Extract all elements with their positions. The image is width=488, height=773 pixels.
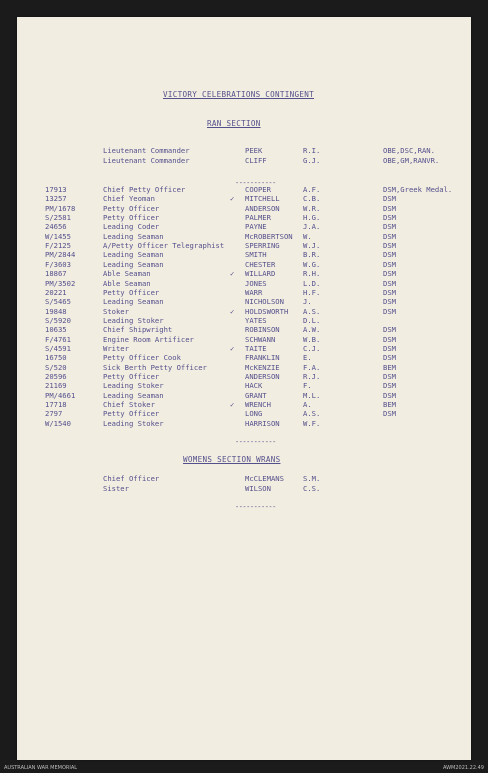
rating-initials: F. bbox=[303, 381, 312, 391]
rating-rank: A/Petty Officer Telegraphist bbox=[103, 241, 225, 251]
rating-rank: Stoker bbox=[103, 306, 129, 316]
rating-surname: SMITH bbox=[245, 250, 267, 260]
rating-initials: W.R. bbox=[303, 203, 321, 213]
wran-rank: Sister bbox=[103, 483, 129, 493]
rating-service-number: 21169 bbox=[45, 381, 67, 391]
rating-service-number: 20221 bbox=[45, 287, 67, 297]
rating-initials: J.A. bbox=[303, 222, 321, 232]
rating-service-number: 16750 bbox=[45, 353, 67, 363]
officer-surname: CLIFF bbox=[245, 155, 267, 165]
section-heading-ran: RAN SECTION bbox=[207, 119, 261, 128]
officer-initials: R.I. bbox=[303, 146, 321, 155]
rating-service-number: 10635 bbox=[45, 325, 67, 335]
rating-award: DSM bbox=[383, 325, 396, 335]
rating-rank: Chief Shipwright bbox=[103, 325, 173, 335]
rating-rank: Able Seaman bbox=[103, 278, 151, 288]
separator-2: ----------- bbox=[235, 438, 276, 446]
rating-initials: F.A. bbox=[303, 362, 321, 372]
rating-surname: COOPER bbox=[245, 185, 271, 194]
rating-award: DSM bbox=[383, 372, 396, 381]
rating-surname: McROBERTSON bbox=[245, 231, 293, 241]
rating-surname: TAITE bbox=[245, 343, 267, 353]
footer-reference: AWM2021.22.49 bbox=[442, 765, 484, 771]
rating-award: DSM bbox=[383, 287, 396, 297]
officer-rank: Lieutenant Commander bbox=[103, 155, 190, 165]
rating-surname: WARR bbox=[245, 287, 263, 297]
check-mark-icon: ✓ bbox=[230, 194, 235, 204]
rating-initials: A.S. bbox=[303, 409, 321, 419]
rating-service-number: 17913 bbox=[45, 185, 67, 194]
rating-award: DSM bbox=[383, 259, 396, 269]
rating-initials: R.J. bbox=[303, 372, 321, 381]
rating-award: DSM bbox=[383, 381, 396, 391]
rating-initials: W.J. bbox=[303, 241, 321, 251]
rating-rank: Writer bbox=[103, 343, 129, 353]
rating-service-number: S/2581 bbox=[45, 213, 71, 223]
rating-award: DSM bbox=[383, 203, 396, 213]
rating-award: DSM bbox=[383, 334, 396, 344]
rating-surname: LONG bbox=[245, 409, 263, 419]
rating-initials: A.W. bbox=[303, 325, 321, 335]
rating-initials: A. bbox=[303, 400, 312, 410]
rating-initials: W.B. bbox=[303, 334, 321, 344]
check-mark-icon: ✓ bbox=[230, 269, 235, 279]
rating-surname: SCHWANN bbox=[245, 334, 276, 344]
rating-rank: Chief Petty Officer bbox=[103, 185, 186, 194]
rating-surname: ANDERSON bbox=[245, 372, 280, 381]
separator-1: ----------- bbox=[235, 179, 276, 187]
rating-award: DSM bbox=[383, 297, 396, 307]
check-mark-icon: ✓ bbox=[230, 306, 235, 316]
rating-surname: PAYNE bbox=[245, 222, 267, 232]
rating-surname: SPERRING bbox=[245, 241, 280, 251]
rating-initials: R.H. bbox=[303, 269, 321, 279]
rating-award: DSM bbox=[383, 343, 396, 353]
rating-service-number: PM/3502 bbox=[45, 278, 76, 288]
rating-award: DSM bbox=[383, 353, 396, 363]
rating-rank: Petty Officer bbox=[103, 203, 160, 213]
rating-rank: Petty Officer bbox=[103, 213, 160, 223]
rating-award: DSM,Greek Medal. bbox=[383, 185, 453, 194]
rating-rank: Engine Room Artificer bbox=[103, 334, 194, 344]
rating-initials: E. bbox=[303, 353, 312, 363]
rating-service-number: 18867 bbox=[45, 269, 67, 279]
officer-initials: G.J. bbox=[303, 155, 321, 165]
rating-surname: YATES bbox=[245, 315, 267, 325]
rating-service-number: 2797 bbox=[45, 409, 63, 419]
rating-surname: HOLDSWORTH bbox=[245, 306, 289, 316]
rating-initials: A.S. bbox=[303, 306, 321, 316]
rating-initials: A.F. bbox=[303, 185, 321, 194]
rating-rank: Leading Seaman bbox=[103, 297, 164, 307]
rating-rank: Sick Berth Petty Officer bbox=[103, 362, 207, 372]
rating-award: DSM bbox=[383, 250, 396, 260]
rating-service-number: F/3603 bbox=[45, 259, 71, 269]
rating-surname: FRANKLIN bbox=[245, 353, 280, 363]
rating-initials: C.B. bbox=[303, 194, 321, 204]
rating-rank: Leading Coder bbox=[103, 222, 160, 232]
rating-surname: HACK bbox=[245, 381, 263, 391]
rating-award: BEM bbox=[383, 400, 396, 410]
rating-service-number: S/5465 bbox=[45, 297, 71, 307]
rating-surname: WILLARD bbox=[245, 269, 276, 279]
rating-surname: McKENZIE bbox=[245, 362, 280, 372]
rating-surname: WRENCH bbox=[245, 400, 271, 410]
rating-award: DSM bbox=[383, 306, 396, 316]
footer-institution: AUSTRALIAN WAR MEMORIAL bbox=[4, 765, 78, 771]
rating-service-number: F/4761 bbox=[45, 334, 71, 344]
rating-rank: Leading Stoker bbox=[103, 418, 164, 428]
officer-award: OBE,DSC,RAN. bbox=[383, 146, 435, 155]
rating-initials: W.F. bbox=[303, 418, 321, 428]
rating-award: DSM bbox=[383, 390, 396, 400]
rating-award: DSM bbox=[383, 269, 396, 279]
rating-award: DSM bbox=[383, 231, 396, 241]
rating-initials: H.F. bbox=[303, 287, 321, 297]
separator-3: ----------- bbox=[235, 503, 276, 511]
rating-award: BEM bbox=[383, 362, 396, 372]
rating-rank: Leading Stoker bbox=[103, 381, 164, 391]
rating-rank: Petty Officer bbox=[103, 287, 160, 297]
officer-rank: Lieutenant Commander bbox=[103, 146, 190, 155]
rating-award: DSM bbox=[383, 222, 396, 232]
rating-rank: Able Seaman bbox=[103, 269, 151, 279]
rating-initials: M.L. bbox=[303, 390, 321, 400]
rating-award: DSM bbox=[383, 194, 396, 204]
rating-service-number: S/4591 bbox=[45, 343, 71, 353]
rating-rank: Petty Officer bbox=[103, 372, 160, 381]
wran-rank: Chief Officer bbox=[103, 474, 160, 483]
rating-award: DSM bbox=[383, 241, 396, 251]
rating-rank: Petty Officer Cook bbox=[103, 353, 181, 363]
rating-rank: Leading Stoker bbox=[103, 315, 164, 325]
rating-surname: NICHOLSON bbox=[245, 297, 284, 307]
document-page bbox=[17, 17, 471, 760]
rating-rank: Leading Seaman bbox=[103, 250, 164, 260]
rating-service-number: F/2125 bbox=[45, 241, 71, 251]
rating-surname: CHESTER bbox=[245, 259, 276, 269]
rating-award: DSM bbox=[383, 409, 396, 419]
wran-surname: WILSON bbox=[245, 483, 271, 493]
rating-surname: GRANT bbox=[245, 390, 267, 400]
check-mark-icon: ✓ bbox=[230, 343, 235, 353]
rating-initials: J. bbox=[303, 297, 312, 307]
rating-service-number: 17718 bbox=[45, 400, 67, 410]
check-mark-icon: ✓ bbox=[230, 400, 235, 410]
rating-service-number: 13257 bbox=[45, 194, 67, 204]
rating-service-number: PM/4661 bbox=[45, 390, 76, 400]
rating-initials: D.L. bbox=[303, 315, 321, 325]
rating-initials: W.G. bbox=[303, 259, 321, 269]
rating-rank: Chief Stoker bbox=[103, 400, 155, 410]
rating-surname: JONES bbox=[245, 278, 267, 288]
rating-surname: HARRISON bbox=[245, 418, 280, 428]
rating-rank: Chief Yeoman bbox=[103, 194, 155, 204]
wran-initials: S.M. bbox=[303, 474, 321, 483]
rating-surname: MITCHELL bbox=[245, 194, 280, 204]
document-title: VICTORY CELEBRATIONS CONTINGENT bbox=[163, 90, 315, 99]
rating-service-number: S/5920 bbox=[45, 315, 71, 325]
rating-service-number: W/1540 bbox=[45, 418, 71, 428]
rating-award: DSM bbox=[383, 278, 396, 288]
rating-initials: H.G. bbox=[303, 213, 321, 223]
rating-rank: Petty Officer bbox=[103, 409, 160, 419]
rating-rank: Leading Seaman bbox=[103, 390, 164, 400]
wran-initials: C.S. bbox=[303, 483, 321, 493]
rating-service-number: 20596 bbox=[45, 372, 67, 381]
rating-surname: PALMER bbox=[245, 213, 271, 223]
rating-rank: Leading Seaman bbox=[103, 259, 164, 269]
rating-initials: B.R. bbox=[303, 250, 321, 260]
rating-rank: Leading Seaman bbox=[103, 231, 164, 241]
rating-initials: C.J. bbox=[303, 343, 321, 353]
rating-initials: L.D. bbox=[303, 278, 321, 288]
rating-service-number: PM/2844 bbox=[45, 250, 76, 260]
rating-service-number: W/1455 bbox=[45, 231, 71, 241]
officer-award: OBE,GM,RANVR. bbox=[383, 155, 440, 165]
rating-surname: ROBINSON bbox=[245, 325, 280, 335]
rating-award: DSM bbox=[383, 213, 396, 223]
rating-initials: W. bbox=[303, 231, 312, 241]
rating-service-number: S/520 bbox=[45, 362, 67, 372]
section-heading-wrans: WOMENS SECTION WRANS bbox=[183, 455, 281, 464]
rating-surname: ANDERSON bbox=[245, 203, 280, 213]
rating-service-number: 19848 bbox=[45, 306, 67, 316]
rating-service-number: 24656 bbox=[45, 222, 67, 232]
wran-surname: McCLEMANS bbox=[245, 474, 284, 483]
rating-service-number: PM/1678 bbox=[45, 203, 76, 213]
officer-surname: PEEK bbox=[245, 146, 263, 155]
